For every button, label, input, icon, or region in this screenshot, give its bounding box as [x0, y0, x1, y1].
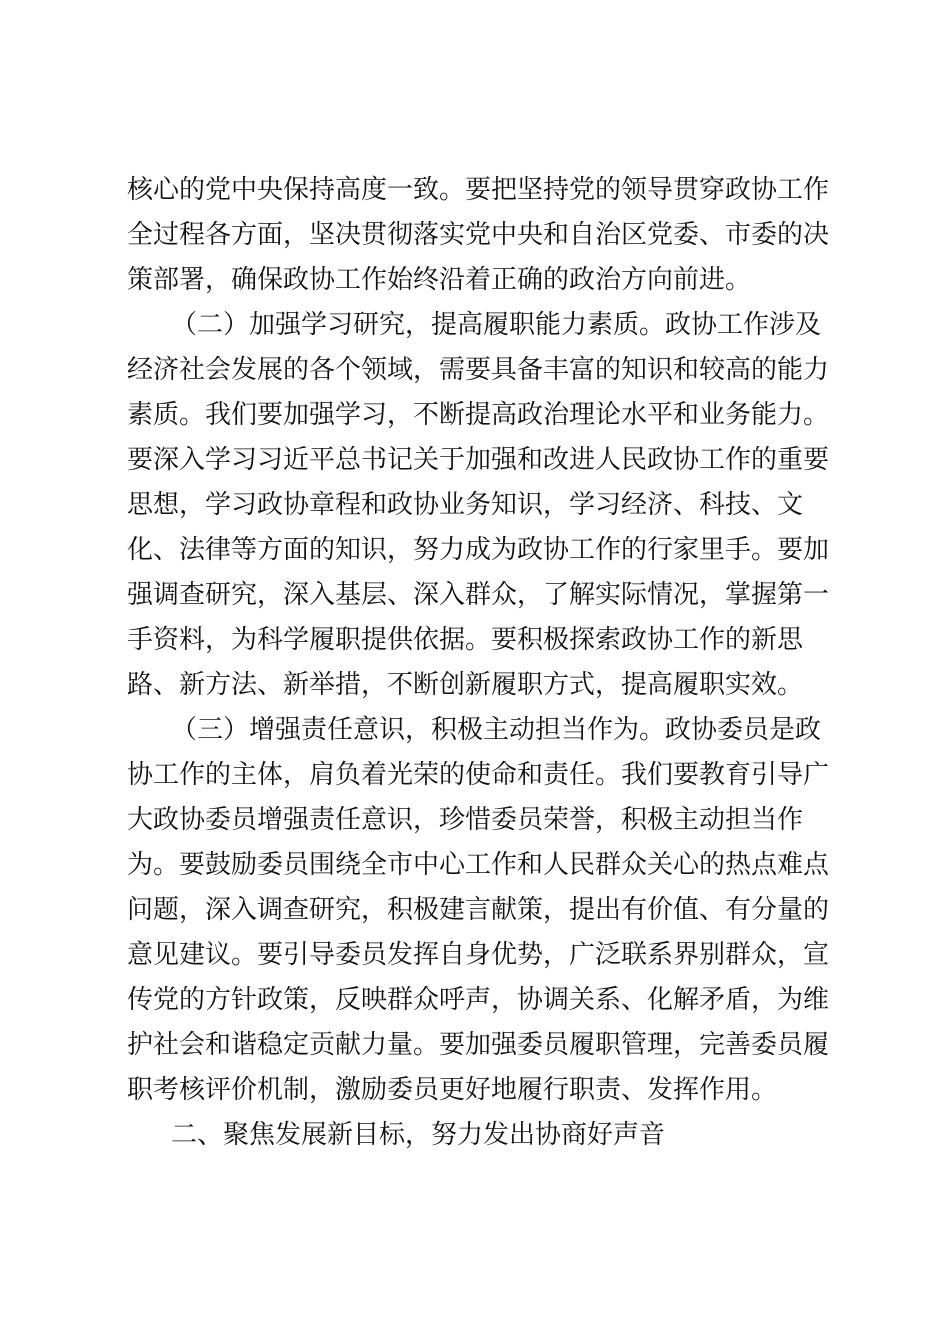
text-line: 经济社会发展的各个领域，需要具备丰富的知识和较高的能力	[127, 355, 830, 385]
section-heading-line: （三）增强责任意识，积极主动担当作为。政协委员是政	[171, 715, 822, 745]
text-line: 护社会和谐稳定贡献力量。要加强委员履职管理，完善委员履	[127, 1030, 830, 1060]
text-line: 意见建议。要引导委员发挥自身优势，广泛联系界别群众，宣	[127, 940, 830, 970]
section-heading-line: （二）加强学习研究，提高履职能力素质。政协工作涉及	[171, 310, 822, 340]
text-line: 素质。我们要加强学习，不断提高政治理论水平和业务能力。	[127, 400, 830, 430]
text-line: 思想，学习政协章程和政协业务知识，学习经济、科技、文	[127, 490, 804, 520]
text-line: 全过程各方面，坚决贯彻落实党中央和自治区党委、市委的决	[127, 220, 830, 250]
text-line: 手资料，为科学履职提供依据。要积极探索政协工作的新思	[127, 625, 804, 655]
text-line: 协工作的主体，肩负着光荣的使命和责任。我们要教育引导广	[127, 760, 830, 790]
chapter-heading: 二、聚焦发展新目标，努力发出协商好声音	[171, 1120, 666, 1150]
text-line: 职考核评价机制，激励委员更好地履行职责、发挥作用。	[127, 1075, 778, 1105]
text-line: 化、法律等方面的知识，努力成为政协工作的行家里手。要加	[127, 535, 830, 565]
text-line: 为。要鼓励委员围绕全市中心工作和人民群众关心的热点难点	[127, 850, 830, 880]
text-line: 问题，深入调查研究，积极建言献策，提出有价值、有分量的	[127, 895, 830, 925]
text-line: 传党的方针政策，反映群众呼声，协调关系、化解矛盾，为维	[127, 985, 830, 1015]
text-line: 强调查研究，深入基层、深入群众，了解实际情况，掌握第一	[127, 580, 830, 610]
text-line: 路、新方法、新举措，不断创新履职方式，提高履职实效。	[127, 670, 804, 700]
text-line: 大政协委员增强责任意识，珍惜委员荣誉，积极主动担当作	[127, 805, 804, 835]
text-line: 策部署，确保政协工作始终沿着正确的政治方向前进。	[127, 265, 752, 295]
text-line: 要深入学习习近平总书记关于加强和改进人民政协工作的重要	[127, 445, 830, 475]
text-line: 核心的党中央保持高度一致。要把坚持党的领导贯穿政协工作	[127, 175, 830, 205]
body-text	[127, 168, 830, 1158]
